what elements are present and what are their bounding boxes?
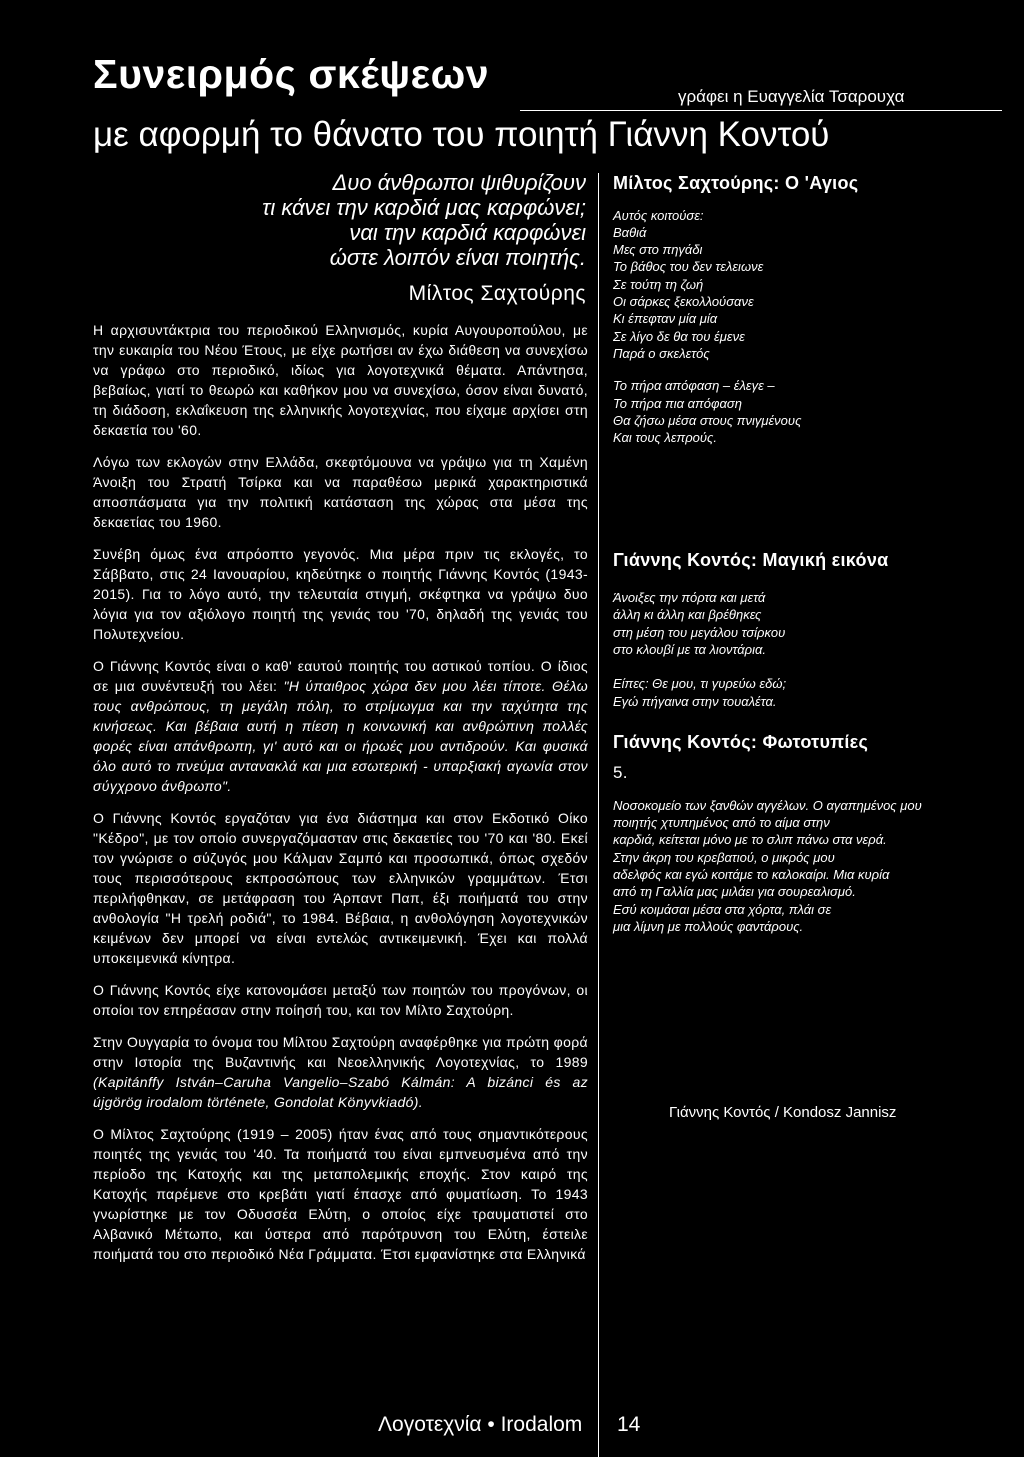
article-paragraph: Λόγω των εκλογών στην Ελλάδα, σκεφτόμουνα να γράψω για τη Χαμένη Άνοιξη του Στρατή Τσίρκα και να παραθέσω μερικά χαρακτηριστικά αποσπάσματα για την πολιτική κατάσταση της χώρας στα μέσα της δεκαετίας του 1960. — [93, 454, 588, 530]
poem-line: Αυτός κοιτούσε: — [613, 207, 704, 223]
main-title: Συνειρμός σκέψεων — [93, 51, 490, 97]
poem-line: Το πήρα απόφαση – έλεγε – — [613, 378, 775, 394]
bibliographic-reference: (Kapitánffy István–Caruha Vangelio–Szabó Kálmán: A bizánci és az újgörög irodalom története, Gondolat Könyvkiadó). — [93, 1074, 588, 1110]
epigraph-line: ώστε λοιπόν είναι ποιητής. — [329, 245, 586, 270]
article-paragraph: Συνέβη όμως ένα απρόοπτο γεγονός. Μια μέρα πριν τις εκλογές, το Σάββατο, στις 24 Ιανουαρίου, κηδεύτηκε ο ποιητής Γιάννης Κοντός (1943-2015). Για το λόγο αυτό, την τελευταία στιγμή, σκέφτηκα να γράψω δυο λόγια για τον αξιόλογο ποιητή της γενιάς του '70, δηλαδή της γενιάς του Πολυτεχνείου. — [93, 546, 588, 642]
paragraph-text: Ο Γιάννης Κοντός είναι ο καθ' εαυτού ποιητής του αστικού τοπίου. Ο ίδιος σε μια συνέντευξή του λέει: — [93, 658, 588, 694]
poem-line: Το πήρα πια απόφαση — [613, 395, 742, 411]
epigraph-line: ναι την καρδιά καρφώνει — [349, 220, 586, 245]
poem-stanza — [613, 797, 1008, 935]
poem-line: Θα ζήσω μέσα στους πνιγμένους — [613, 412, 802, 428]
epigraph-author: Μίλτος Σαχτούρης — [408, 282, 586, 305]
photo-caption: Γιάννης Κοντός / Kondosz Jannisz — [669, 1104, 897, 1121]
article-paragraph: Ο Μίλτος Σαχτούρης (1919 – 2005) ήταν ένας από τους σημαντικότερους ποιητές της γενιάς του '40. Τα ποιήματά του είναι εμπνευσμένα από την περίοδο της Κατοχής και της μεταπολεμικής εποχής. Στον καιρό της Κατοχής παρέμενε στο κρεβάτι γιατί έπασχε από φυματίωση. Το 1943 γνωρίστηκε με τον Οδυσσέα Ελύτη, ο οποίος είχε τραυματιστεί στο Αλβανικό Μέτωπο, και ύστερα από παρότρυνση του Ελύτη, έστειλε ποιήματά του στο περιοδικό Νέα Γράμματα. Έτσι εμφανίστηκε στα Ελληνικά — [93, 1126, 588, 1262]
poem-line: μια λίμνη με πολλούς φαντάρους. — [613, 918, 804, 934]
byline: γράφει η Ευαγγελία Τσαρουχα — [678, 87, 905, 106]
poem-heading: Μίλτος Σαχτούρης: Ο 'Αγιος — [613, 173, 859, 193]
subtitle: με αφορμή το θάνατο του ποιητή Γιάννη Κοντού — [93, 115, 830, 154]
article-column — [93, 170, 588, 1276]
poem-line: Σε τούτη τη ζωή — [613, 276, 704, 292]
article-paragraph — [93, 1032, 588, 1112]
poem-heading: Γιάννης Κοντός: Μαγική εικόνα — [613, 550, 889, 571]
poem-line: στη μέση του μεγάλου τσίρκου — [613, 624, 786, 640]
footer-section-label: Λογοτεχνία • Irodalom — [378, 1413, 583, 1436]
poem-stanza — [613, 377, 1008, 446]
poem-line: Άνοιξες την πόρτα και μετά — [613, 590, 766, 606]
sidebar-column — [613, 173, 1008, 935]
poem-line: Στην άκρη του κρεβατιού, ο μικρός μου — [613, 849, 835, 865]
poem-line: στο κλουβί με τα λιοντάρια. — [613, 641, 766, 657]
poem-line: άλλη κι άλλη και βρέθηκες — [613, 607, 762, 623]
article-paragraph: Ο Γιάννης Κοντός είχε κατονομάσει μεταξύ των ποιητών του προγόνων, οι οποίοι τον επηρέασαν στην ποίησή του, και τον Μίλτο Σαχτούρη. — [93, 982, 588, 1018]
poem-line: αδελφός και εγώ κοιτάμε το καλοκαίρι. Μια κυρία — [613, 867, 890, 882]
poem-line: Παρά ο σκελετός — [613, 345, 710, 361]
poem-heading: Γιάννης Κοντός: Φωτοτυπίες — [613, 731, 869, 752]
page-number: 14 — [617, 1413, 641, 1436]
epigraph-line: τι κάνει την καρδιά μας καρφώνει; — [262, 195, 586, 220]
poem-line: Βαθιά — [613, 224, 647, 240]
poem-number: 5. — [613, 763, 628, 783]
epigraph-line: Δυο άνθρωποι ψιθυρίζουν — [332, 170, 586, 195]
poem-line: Σε λίγο δε θα του έμενε — [613, 328, 745, 344]
poem-line: Είπες: Θε μου, τι γυρεύω εδώ; — [613, 676, 787, 692]
poem-line: Κι έπεφταν μία μία — [613, 311, 718, 327]
byline-rule — [520, 110, 1002, 111]
interview-quote: "Η ύπαιθρος χώρα δεν μου λέει τίποτε. Θέλω τους ανθρώπους, τη μεγάλη πόλη, το στρίμωγμα και την ταχύτητα της κινήσεως. Και βέβαια αυτή η πίεση η κοινωνική και ανθρώπινη πολλές φορές είναι απάνθρωπη, γι' αυτό και οι ήρωές μου αντιδρούν. Και φυσικά όλο αυτό το πνεύμα αντανακλά και μια εσωτερική - υπαρξιακή αγωνία στον σύγχρονο άνθρωπο". — [93, 678, 589, 794]
poem-line: Το βάθος του δεν τελειωνε — [613, 259, 764, 275]
poem-line: καρδιά, κείτεται μόνο με το σλιπ πάνω στα νερά. — [613, 832, 887, 848]
epigraph — [93, 170, 588, 270]
poem-line: ποιητής χτυπημένος από το αίμα στην — [613, 815, 830, 831]
article-paragraph: Ο Γιάννης Κοντός εργαζόταν για ένα διάστημα και στον Εκδοτικό Οίκο "Κέδρο", με τον οποίο συνεργαζόμασταν στις δεκαετίες του '70 και '80. Εκεί τον γνώρισε ο σύζυγός μου Κάλμαν Σαμπό και προσωπικά, όπως σχεδόν τους περισσότερους εκπροσώπους των ελληνικών γραμμάτων. Έτσι περιλήφθηκαν, σε μετάφραση του Άρπαντ Παπ, έξι ποιήματά του στην ανθολογία "Η τρελή ροδιά", το 1984. Βέβαια, η ανθολόγηση λογοτεχνικών κειμένων δεν μπορεί να είναι εντελώς αντικειμενική. Έχει και πολλά υποκειμενικά κίνητρα. — [93, 810, 588, 966]
poem-stanza — [613, 207, 1008, 363]
poem-line: από τη Γαλλία μας μιλάει για σουρεαλισμό. — [613, 884, 856, 900]
poem-line: Εγώ πήγαινα στην τουαλέτα. — [613, 693, 777, 709]
paragraph-text: Στην Ουγγαρία το όνομα του Μίλτου Σαχτούρη αναφέρθηκε για πρώτη φορά στην Ιστορία της Βυζαντινής και Νεοελληνικής Λογοτεχνίας, το 1989 — [93, 1034, 588, 1070]
article-paragraph — [93, 656, 588, 796]
poem-stanza — [613, 589, 1008, 658]
article-paragraph: Η αρχισυντάκτρια του περιοδικού Ελληνισμός, κυρία Αυγουροπούλου, με την ευκαιρία του Νέου Έτους, με είχε ρωτήσει αν έχω διάθεση να συνεχίσω να γράφω στο περιοδικό, ιδίως για λογοτεχνικά θέματα. Απάντησα, βεβαίως, γιατί το θεωρώ και καθήκον μου να συνεχίσω, όσον είναι δυνατό, τη διάδοση, εκλαΐκευση της ελληνικής λογοτεχνίας, που είχαμε αρχίσει στη δεκαετία του '60. — [93, 322, 588, 438]
column-divider — [598, 173, 599, 1457]
poem-line: Νοσοκομείο των ξανθών αγγέλων. Ο αγαπημένος μου — [613, 797, 922, 813]
poem-line: Οι σάρκες ξεκολλούσανε — [613, 294, 754, 310]
poem-line: Και τους λεπρούς. — [613, 430, 717, 446]
poem-line: Εσύ κοιμάσαι μέσα στα χόρτα, πλάι σε — [613, 901, 832, 917]
poem-line: Μες στο πηγάδι — [613, 242, 703, 258]
poem-stanza — [613, 675, 1008, 710]
